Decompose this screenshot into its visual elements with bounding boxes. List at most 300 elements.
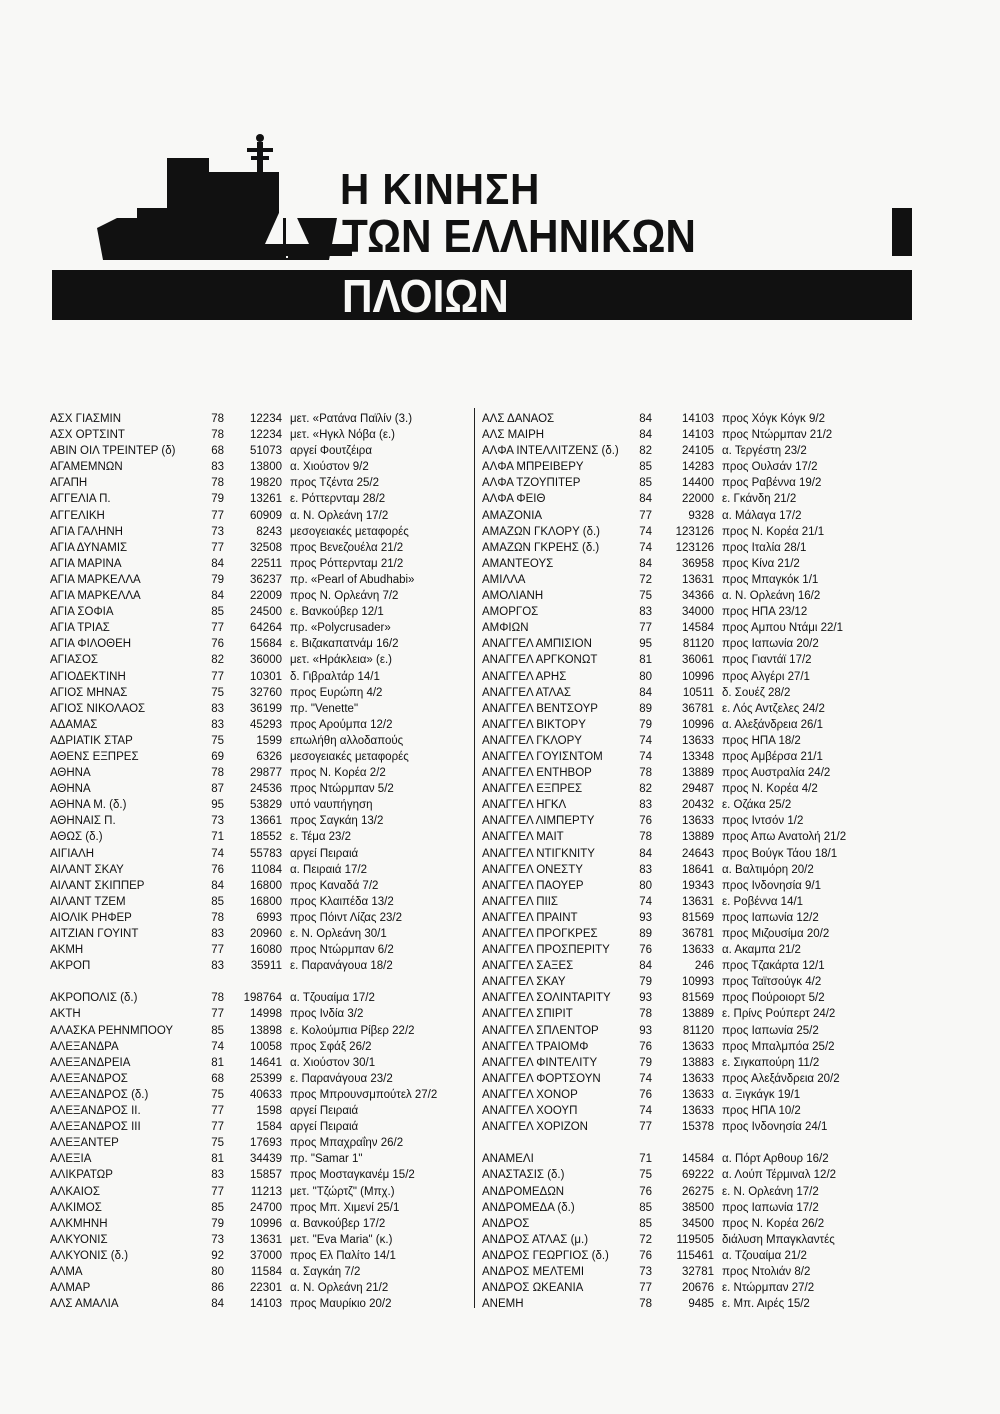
ship-status: ε. Ντώρμπαν 27/2 xyxy=(722,1282,815,1295)
ship-status: προς Μαυρίκιο 20/2 xyxy=(290,1298,392,1311)
ship-row xyxy=(482,1023,912,1039)
ship-row xyxy=(482,572,912,588)
build-year: 76 xyxy=(639,944,652,957)
ship-status: προς Αυστραλία 24/2 xyxy=(722,767,831,780)
ship-status: α. Ν. Ορλεάνη 16/2 xyxy=(722,590,821,603)
ship-status: α. Χιούστον 9/2 xyxy=(290,461,369,474)
tonnage: 13633 xyxy=(682,1072,714,1085)
ship-row xyxy=(482,604,912,620)
build-year: 75 xyxy=(211,1088,224,1101)
build-year: 84 xyxy=(211,1298,224,1311)
build-year: 79 xyxy=(211,493,224,506)
tonnage: 14584 xyxy=(682,1153,714,1166)
ship-row xyxy=(482,459,912,475)
tonnage: 13633 xyxy=(682,1040,714,1053)
ship-name: ΑΘΩΣ (δ.) xyxy=(50,831,103,844)
ship-row xyxy=(482,540,912,556)
ship-name: ΑΙΟΛΙΚ ΡΗΦΕΡ xyxy=(50,911,132,924)
tonnage: 38500 xyxy=(682,1201,714,1214)
ship-row xyxy=(50,620,470,636)
ship-name: ΑΝΑΓΓΕΛ ΗΓΚΛ xyxy=(482,799,567,812)
ship-name: ΑΚΤΗ xyxy=(50,1008,81,1021)
ship-name: ΑΛΙΚΡΑΤΩΡ xyxy=(50,1169,113,1182)
ship-status: προς Ν. Κορέα 21/1 xyxy=(722,525,825,538)
ship-name: ΑΛΚΑΙΟΣ xyxy=(50,1185,100,1198)
tonnage: 35911 xyxy=(250,960,282,973)
ship-row xyxy=(50,1103,470,1119)
ship-status: ε. Κολούμπια Ρίβερ 22/2 xyxy=(290,1024,415,1037)
tonnage: 16080 xyxy=(250,944,282,957)
ship-row xyxy=(482,1248,912,1264)
ship-name: ΑΛΚΥΟΝΙΣ (δ.) xyxy=(50,1249,129,1262)
build-year: 78 xyxy=(211,911,224,924)
ship-status: προς Μιζουσίμα 20/2 xyxy=(722,928,830,940)
ship-row xyxy=(482,813,912,829)
build-year: 68 xyxy=(211,1072,224,1085)
ship-name: ΑΓΙΑ ΓΑΛΗΝΗ xyxy=(50,525,123,538)
tonnage: 13898 xyxy=(250,1024,282,1037)
ship-status: προς ΗΠΑ 23/12 xyxy=(722,606,808,619)
tonnage: 13889 xyxy=(682,831,714,844)
ship-name: ΑΘΗΝΑ xyxy=(50,783,91,796)
ship-name: ΑΝΑΓΓΕΛ ΣΚΑΥ xyxy=(482,976,566,989)
build-year: 83 xyxy=(639,606,652,619)
ship-row xyxy=(50,1296,470,1312)
ship-status: προς ΗΠΑ 10/2 xyxy=(722,1105,801,1118)
ship-row xyxy=(50,958,470,974)
tonnage: 22511 xyxy=(250,557,282,570)
build-year: 78 xyxy=(639,831,652,844)
ship-row xyxy=(482,1200,912,1216)
ship-row xyxy=(50,1200,470,1216)
ship-status: προς Μπρουνσμπούτελ 27/2 xyxy=(290,1088,438,1101)
ship-status: α. Ν. Ορλεάνη 17/2 xyxy=(290,509,389,522)
ship-status: πρ. «Polycrusader» xyxy=(290,622,391,635)
ship-status: α. Ακαμπα 21/2 xyxy=(722,944,801,957)
build-year: 93 xyxy=(639,911,652,924)
ship-status: προς Μπ. Χιμενί 25/1 xyxy=(290,1201,400,1214)
ship-status: α. Τεργέστη 23/2 xyxy=(722,445,807,458)
tonnage: 40633 xyxy=(250,1088,282,1101)
ship-name: ΑΘΕΝΣ ΕΞΠΡΕΣ xyxy=(50,750,139,763)
ship-name: ΑΝΑΓΓΕΛ ΦΟΡΤΣΟΥΝ xyxy=(482,1072,601,1085)
ship-name: ΑΝΑΓΓΕΛ ΠΡΟΣΠΕΡΙΤΥ xyxy=(482,944,610,957)
tonnage: 11213 xyxy=(250,1185,282,1198)
build-year: 73 xyxy=(211,1233,224,1246)
ship-status: α. Λούπ Τέρμιναλ 12/2 xyxy=(722,1169,837,1182)
build-year: 84 xyxy=(211,590,224,603)
ship-row xyxy=(50,604,470,620)
ship-row xyxy=(50,1023,470,1039)
ship-status: προς Χόγκ Κόγκ 9/2 xyxy=(722,413,825,425)
ship-row xyxy=(482,1119,912,1135)
ship-name: ΑΛΕΞΑΝΔΡΟΣ (δ.) xyxy=(50,1088,149,1101)
tonnage: 15378 xyxy=(682,1121,714,1134)
ship-status: ε. Μπ. Αιρές 15/2 xyxy=(722,1298,810,1311)
tonnage: 115461 xyxy=(676,1249,714,1262)
build-year: 73 xyxy=(211,815,224,828)
ship-name: ΑΛΣ ΑΜΑΛΙΑ xyxy=(50,1298,119,1311)
build-year: 83 xyxy=(211,960,224,973)
ship-name: ΑΝΔΡΟΣ ΓΕΩΡΓΙΟΣ (δ.) xyxy=(482,1249,609,1262)
ship-row xyxy=(482,749,912,765)
ship-status: προς Ντώρμπαν 21/2 xyxy=(722,429,833,442)
tonnage: 13261 xyxy=(250,493,282,506)
build-year: 77 xyxy=(639,622,652,635)
ship-row xyxy=(482,942,912,958)
tonnage: 15857 xyxy=(250,1169,282,1182)
ship-status: προς Τζέντα 25/2 xyxy=(290,477,379,490)
ship-status: προς Ραβέννα 19/2 xyxy=(722,477,822,490)
ship-status: προς Αλγέρι 27/1 xyxy=(722,670,810,683)
tonnage: 8243 xyxy=(256,525,282,538)
tonnage: 14998 xyxy=(250,1008,282,1021)
ship-row xyxy=(482,1006,912,1022)
tonnage: 36199 xyxy=(250,702,282,715)
ship-status: προς Μπαγκόκ 1/1 xyxy=(722,573,819,586)
build-year: 74 xyxy=(639,734,652,747)
build-year: 89 xyxy=(639,702,652,715)
tonnage: 22301 xyxy=(250,1282,282,1295)
build-year: 85 xyxy=(211,1201,224,1214)
ship-name: ΑΓΑΜΕΜΝΩΝ xyxy=(50,461,123,474)
ship-name: ΑΛΕΞΑΝΔΡΑ xyxy=(50,1040,119,1053)
ship-status: ε. Ρόττερνταμ 28/2 xyxy=(290,493,386,506)
ship-status: α. Ν. Ορλεάνη 21/2 xyxy=(290,1282,389,1295)
ship-row xyxy=(50,443,470,459)
tonnage: 12234 xyxy=(250,429,282,442)
ship-row xyxy=(50,1167,470,1183)
build-year: 83 xyxy=(211,702,224,715)
tonnage: 11084 xyxy=(250,863,282,876)
ship-name: ΑΓΓΕΛΙΑ Π. xyxy=(50,493,111,506)
ship-row xyxy=(482,894,912,910)
build-year: 83 xyxy=(211,718,224,731)
ship-name: ΑΝΑΓΓΕΛ ΒΙΚΤΟΡΥ xyxy=(482,718,586,731)
tonnage: 32508 xyxy=(250,541,282,554)
ship-status: προς Ν. Κορέα 4/2 xyxy=(722,783,818,796)
ship-name: ΑΜΑΖΩΝ ΓΚΛΟΡΥ (δ.) xyxy=(482,525,601,538)
ship-row xyxy=(482,1071,912,1087)
ship-name: ΑΒΙΝ ΟΙΛ ΤΡΕΙΝΤΕΡ (δ) xyxy=(50,445,176,458)
ship-name: ΑΜΑΝΤΕΟΥΣ xyxy=(482,557,554,570)
tonnage: 13633 xyxy=(682,1105,714,1118)
ship-status: αργεί Φουτζέιρα xyxy=(290,445,372,458)
ship-row xyxy=(482,1264,912,1280)
ship-row xyxy=(482,829,912,845)
build-year: 78 xyxy=(639,1008,652,1021)
tonnage: 13889 xyxy=(682,1008,714,1021)
ship-status: ε. Παρανάγουα 18/2 xyxy=(290,960,393,973)
ship-name: ΑΣΧ ΟΡΤΣΙΝΤ xyxy=(50,429,125,442)
ship-row xyxy=(482,1055,912,1071)
tonnage: 81569 xyxy=(682,992,714,1005)
ship-row xyxy=(482,910,912,926)
ship-row xyxy=(50,556,470,572)
ship-name: ΑΓΙΑ ΜΑΡΚΕΛΛΑ xyxy=(50,590,141,603)
build-year: 77 xyxy=(639,509,652,522)
ship-row xyxy=(482,733,912,749)
build-year: 85 xyxy=(211,895,224,908)
ship-name: ΑΝΑΓΓΕΛ ΠΡΟΓΚΡΕΣ xyxy=(482,928,598,940)
ship-name: ΑΝΑΓΓΕΛ ΕΝΤΗΒΟΡ xyxy=(482,767,592,780)
build-year: 83 xyxy=(211,1169,224,1182)
ship-row xyxy=(50,878,470,894)
build-year: 76 xyxy=(211,863,224,876)
section-gap xyxy=(50,974,470,990)
ship-name: ΑΝΔΡΟΣ ΑΤΛΑΣ (μ.) xyxy=(482,1233,589,1246)
tonnage: 53829 xyxy=(250,799,282,812)
ship-name: ΑΛΕΞΙΑ xyxy=(50,1153,92,1166)
tonnage: 119505 xyxy=(676,1233,714,1246)
ship-name: ΑΜΟΛΙΑΝΗ xyxy=(482,590,544,603)
tonnage: 13633 xyxy=(682,815,714,828)
tonnage: 14103 xyxy=(682,413,714,425)
build-year: 75 xyxy=(639,590,652,603)
tonnage: 12234 xyxy=(250,413,282,425)
build-year: 75 xyxy=(211,1137,224,1150)
ship-status: αργεί Πειραιά xyxy=(290,847,359,860)
ship-row xyxy=(50,1280,470,1296)
ship-name: ΑΛΦΑ ΦΕΙΘ xyxy=(482,493,546,506)
build-year: 78 xyxy=(211,413,224,425)
build-year: 78 xyxy=(211,429,224,442)
ship-status: προς Μπαλμπόα 25/2 xyxy=(722,1040,835,1053)
ship-name: ΑΜΦΙΩΝ xyxy=(482,622,529,635)
tonnage: 36781 xyxy=(682,928,714,940)
build-year: 76 xyxy=(639,1040,652,1053)
tonnage: 22000 xyxy=(682,493,714,506)
tonnage: 10996 xyxy=(682,670,714,683)
ship-name: ΑΜΙΛΛΑ xyxy=(482,573,526,586)
ship-row xyxy=(482,990,912,1006)
ship-row xyxy=(50,669,470,685)
ship-row xyxy=(50,1151,470,1167)
build-year: 81 xyxy=(639,654,652,667)
ship-row xyxy=(50,588,470,604)
ship-row xyxy=(50,411,470,427)
ship-name: ΑΙΛΑΝΤ ΣΚΑΥ xyxy=(50,863,124,876)
ship-name: ΑΓΙΟΣ ΝΙΚΟΛΑΟΣ xyxy=(50,702,146,715)
ship-name: ΑΝΑΓΓΕΛ ΣΟΛΙΝΤΑΡΙΤΥ xyxy=(482,992,611,1005)
ship-name: ΑΝΔΡΟΣ xyxy=(482,1217,530,1230)
tonnage: 10511 xyxy=(682,686,714,699)
ship-status: α. Πειραιά 17/2 xyxy=(290,863,367,876)
ship-status: ε. Σιγκαπούρη 11/2 xyxy=(722,1056,820,1069)
ship-status: ε. Πρίνς Ρούπερτ 24/2 xyxy=(722,1008,836,1021)
ship-name: ΑΜΟΡΓΟΣ xyxy=(482,606,539,619)
ship-row xyxy=(50,1232,470,1248)
ship-row xyxy=(482,781,912,797)
ship-status: ε. Ν. Ορλεάνη 17/2 xyxy=(722,1185,819,1198)
masthead-title-line-3: ΠΛΟΙΩΝ xyxy=(342,270,509,322)
tonnage: 81120 xyxy=(682,1024,714,1037)
tonnage: 69222 xyxy=(682,1169,714,1182)
tonnage: 18641 xyxy=(682,863,714,876)
build-year: 77 xyxy=(211,541,224,554)
ship-name: ΑΝΑΓΓΕΛ ΠΙΙΣ xyxy=(482,895,559,908)
tonnage: 34366 xyxy=(682,590,714,603)
build-year: 78 xyxy=(639,767,652,780)
ship-status: α. Βαλτιμόρη 20/2 xyxy=(722,863,814,876)
ship-name: ΑΝΔΡΟΜΕΔΑ (δ.) xyxy=(482,1201,575,1214)
ship-row xyxy=(50,1184,470,1200)
ship-row xyxy=(50,636,470,652)
build-year: 75 xyxy=(639,1169,652,1182)
tonnage: 34500 xyxy=(682,1217,714,1230)
ship-status: προς Αλεξάνδρεια 20/2 xyxy=(722,1072,840,1085)
ship-status: προς Τζακάρτα 12/1 xyxy=(722,960,825,973)
ship-name: ΑΓΙΟΣ ΜΗΝΑΣ xyxy=(50,686,128,699)
ship-name: ΑΣΧ ΓΙΑΣΜΙΝ xyxy=(50,413,122,425)
ship-name: ΑΝΑΓΓΕΛ ΧΟΟΥΠ xyxy=(482,1105,578,1118)
tonnage: 13661 xyxy=(250,815,282,828)
ship-row xyxy=(482,926,912,942)
tonnage: 60909 xyxy=(250,509,282,522)
ship-row xyxy=(482,1103,912,1119)
ship-row xyxy=(50,1119,470,1135)
build-year: 85 xyxy=(639,1217,652,1230)
ship-name: ΑΛΕΞΑΝΔΡΟΣ xyxy=(50,1072,128,1085)
ship-name: ΑΓΙΑ ΜΑΡΚΕΛΛΑ xyxy=(50,573,141,586)
tonnage: 32760 xyxy=(250,686,282,699)
ship-row xyxy=(482,1087,912,1103)
ship-name: ΑΚΡΟΠΟΛΙΣ (δ.) xyxy=(50,992,138,1005)
build-year: 77 xyxy=(211,670,224,683)
ship-row xyxy=(482,685,912,701)
build-year: 84 xyxy=(639,847,652,860)
ship-row xyxy=(482,1151,912,1167)
ship-row xyxy=(50,685,470,701)
build-year: 95 xyxy=(639,638,652,651)
build-year: 77 xyxy=(639,1121,652,1134)
ship-row xyxy=(50,942,470,958)
ship-name: ΑΛΦΑ ΙΝΤΕΛΛΙΤΖΕΝΣ (δ.) xyxy=(482,445,619,458)
ship-name: ΑΓΙΑ ΔΥΝΑΜΙΣ xyxy=(50,541,128,554)
ship-status: α. Τζουαίμα 21/2 xyxy=(722,1249,807,1262)
ship-status: ε. Οζάκα 25/2 xyxy=(722,799,792,812)
ship-status: α. Σαγκάη 7/2 xyxy=(290,1265,361,1278)
tonnage: 10993 xyxy=(682,976,714,989)
ship-status: α. Χιούστον 30/1 xyxy=(290,1056,376,1069)
column-divider xyxy=(474,408,475,1308)
tonnage: 29487 xyxy=(682,783,714,796)
ship-status: προς Ιταλία 28/1 xyxy=(722,541,807,554)
ship-status: πρ. "Samar 1" xyxy=(290,1153,363,1166)
ship-status: ε. Λός Αντζελες 24/2 xyxy=(722,702,825,715)
tonnage: 13631 xyxy=(682,895,714,908)
ship-name: ΑΝΔΡΟΣ ΜΕΛΤΕΜΙ xyxy=(482,1265,585,1278)
ship-name: ΑΝΑΓΓΕΛ ΠΡΑΙΝΤ xyxy=(482,911,578,924)
masthead-title-line-2: ΤΩΝ ΕΛΛΗΝΙΚΩΝ xyxy=(342,210,696,262)
ship-row xyxy=(482,475,912,491)
ship-row xyxy=(50,540,470,556)
ship-row xyxy=(482,411,912,427)
tonnage: 36781 xyxy=(682,702,714,715)
tonnage: 20960 xyxy=(250,928,282,940)
ship-name: ΑΝΑΓΓΕΛ ΦΙΝΤΕΛΙΤΥ xyxy=(482,1056,598,1069)
build-year: 78 xyxy=(211,767,224,780)
build-year: 73 xyxy=(211,525,224,538)
build-year: 85 xyxy=(211,1024,224,1037)
ship-status: προς Ιαπωνία 12/2 xyxy=(722,911,819,924)
ship-row xyxy=(482,1039,912,1055)
ship-status: α. Τζουαίμα 17/2 xyxy=(290,992,375,1005)
ship-name: ΑΝΑΓΓΕΛ ΝΤΙΓΚΝΙΤΥ xyxy=(482,847,595,860)
ship-name: ΑΝΑΓΓΕΛ ΣΑΞΕΣ xyxy=(482,960,574,973)
build-year: 81 xyxy=(211,1056,224,1069)
build-year: 71 xyxy=(639,1153,652,1166)
build-year: 75 xyxy=(211,734,224,747)
tonnage: 13631 xyxy=(682,573,714,586)
build-year: 76 xyxy=(639,815,652,828)
build-year: 85 xyxy=(639,1201,652,1214)
ship-status: μετ. «Ηράκλεια» (ε.) xyxy=(290,654,392,667)
build-year: 86 xyxy=(211,1282,224,1295)
tonnage: 29877 xyxy=(250,767,282,780)
ship-row xyxy=(50,1039,470,1055)
tonnage: 123126 xyxy=(675,541,714,554)
tonnage: 81569 xyxy=(682,911,714,924)
ship-name: ΑΝΑΓΓΕΛ ΓΟΥΙΣΝΤΟΜ xyxy=(482,750,603,763)
ship-status: μεσογειακές μεταφορές xyxy=(290,750,409,763)
tonnage: 10301 xyxy=(250,670,282,683)
build-year: 72 xyxy=(639,573,652,586)
ship-name: ΑΓΓΕΛΙΚΗ xyxy=(50,509,105,522)
ship-name: ΑΛΕΞΑΝΔΡΟΣ ΙΙ. xyxy=(50,1105,141,1118)
ship-row xyxy=(482,491,912,507)
tonnage: 13889 xyxy=(682,767,714,780)
ship-name: ΑΝΑΓΓΕΛ ΟΝΕΣΤΥ xyxy=(482,863,583,876)
tonnage: 1599 xyxy=(256,734,282,747)
ship-name: ΑΛΚΙΜΟΣ xyxy=(50,1201,102,1214)
ship-status: προς Ρόττερνταμ 21/2 xyxy=(290,557,404,570)
build-year: 80 xyxy=(639,670,652,683)
ship-row xyxy=(50,491,470,507)
ship-row xyxy=(50,1216,470,1232)
ship-status: προς Ευρώπη 4/2 xyxy=(290,686,383,699)
tonnage: 14641 xyxy=(250,1056,282,1069)
build-year: 83 xyxy=(211,461,224,474)
tonnage: 9328 xyxy=(688,509,714,522)
build-year: 84 xyxy=(211,557,224,570)
ship-name: ΑΝΑΓΓΕΛ ΑΡΓΚΟΝΩΤ xyxy=(482,654,598,667)
ship-row xyxy=(50,733,470,749)
ship-status: ε. Βιζακαπατνάμ 16/2 xyxy=(290,638,399,651)
ship-row xyxy=(482,556,912,572)
tonnage: 36000 xyxy=(250,654,282,667)
build-year: 83 xyxy=(211,928,224,940)
ship-row xyxy=(50,926,470,942)
ship-status: διάλυση Μπαγκλαντές xyxy=(722,1233,835,1246)
ship-status: προς ΗΠΑ 18/2 xyxy=(722,734,801,747)
ship-status: μεσογειακές μεταφορές xyxy=(290,525,409,538)
build-year: 79 xyxy=(211,1217,224,1230)
ship-status: προς Γιαντάϊ 17/2 xyxy=(722,654,812,667)
ship-status: προς Κλαιπέδα 13/2 xyxy=(290,895,394,908)
ship-status: προς Ουλσάν 17/2 xyxy=(722,461,818,474)
build-year: 74 xyxy=(639,750,652,763)
ship-row xyxy=(482,588,912,604)
ship-row xyxy=(482,1216,912,1232)
tonnage: 13348 xyxy=(682,750,714,763)
build-year: 84 xyxy=(639,686,652,699)
ship-status: α. Ξιγκάγκ 19/1 xyxy=(722,1088,801,1101)
tonnage: 13633 xyxy=(682,1088,714,1101)
ship-status: προς Αμβέρσα 21/1 xyxy=(722,750,823,763)
ship-name: ΑΝΑΓΓΕΛ ΑΡΗΣ xyxy=(482,670,567,683)
ship-row xyxy=(50,749,470,765)
